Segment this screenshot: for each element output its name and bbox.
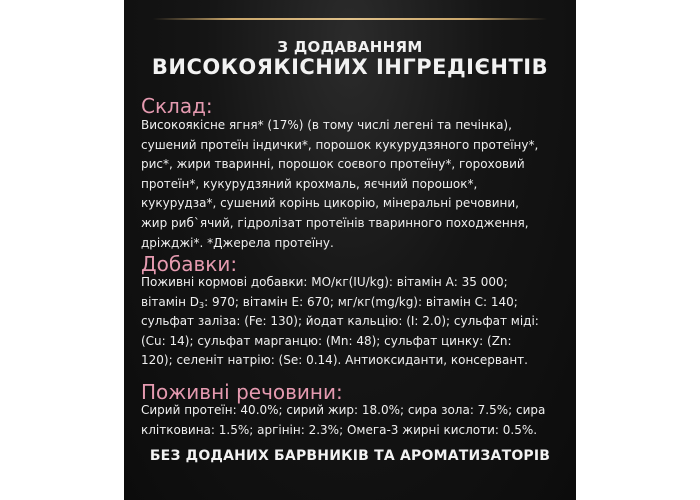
additives-line: 120); селеніт натрію: (Se: 0.14). Антиоксиданти, консервант. — [141, 353, 528, 368]
footer-statement: БЕЗ ДОДАНИХ БАРВНИКІВ ТА АРОМАТИЗАТОРІВ — [149, 448, 551, 464]
nutrients-line: клітковина: 1.5%; аргінін: 2.3%; Омега-3 жирні кислоти: 0.5%. — [141, 422, 538, 437]
header-subtitle: З ДОДАВАННЯМ — [277, 38, 423, 56]
composition-line: кукурудза*, сушений корінь цикорію, мінеральні речовини, — [141, 196, 519, 211]
additives-line: (Cu: 14); сульфат марганцю: (Mn: 48); сульфат цинку: (Zn: — [141, 333, 512, 348]
additives-line-prefix: вітамін D — [141, 294, 200, 309]
additives-line-vitamin-d — [141, 293, 561, 313]
nutrients-line: Сирий протеїн: 40.0%; сирий жир: 18.0%; сира зола: 7.5%; сира — [141, 403, 546, 417]
nutrients-title: Поживні речовини: — [141, 380, 343, 404]
composition-line: сушений протеїн індички*, порошок кукурудзяного протеїну*, — [141, 137, 539, 152]
additives-line: сульфат заліза: (Fe: 130); йодат кальцію: (I: 2.0); сульфат міді: — [141, 314, 539, 329]
composition-line: рис*, жири тваринні, порошок соєвого протеїну*, гороховий — [141, 157, 525, 172]
additives-text — [141, 273, 561, 371]
composition-text — [141, 116, 561, 253]
additives-title: Добавки: — [141, 252, 238, 276]
composition-line: Високоякісне ягня* (17%) (в тому числі легені та печінка), — [141, 118, 512, 132]
additives-line-suffix: : 970; вітамін Е: 670; мг/кг(mg/kg): вітамін С: 140; — [204, 294, 518, 309]
composition-title: Склад: — [141, 94, 213, 118]
nutrients-text — [141, 401, 561, 440]
composition-line: протеїн*, кукурудзяний крохмаль, яєчний порошок*, — [141, 176, 478, 191]
gold-divider-line — [153, 18, 547, 20]
additives-line: Поживні кормові добавки: МО/кг(IU/kg): вітамін А: 35 000; — [141, 275, 508, 289]
header-title: ВИСОКОЯКІСНИХ ІНГРЕДІЄНТІВ — [151, 55, 549, 79]
composition-line: дріжджі*. *Джерела протеїну. — [141, 235, 334, 250]
composition-line: жир риб`ячий, гідролізат протеїнів тваринного походження, — [141, 215, 529, 230]
vitamin-d-subscript: 3 — [199, 300, 205, 310]
